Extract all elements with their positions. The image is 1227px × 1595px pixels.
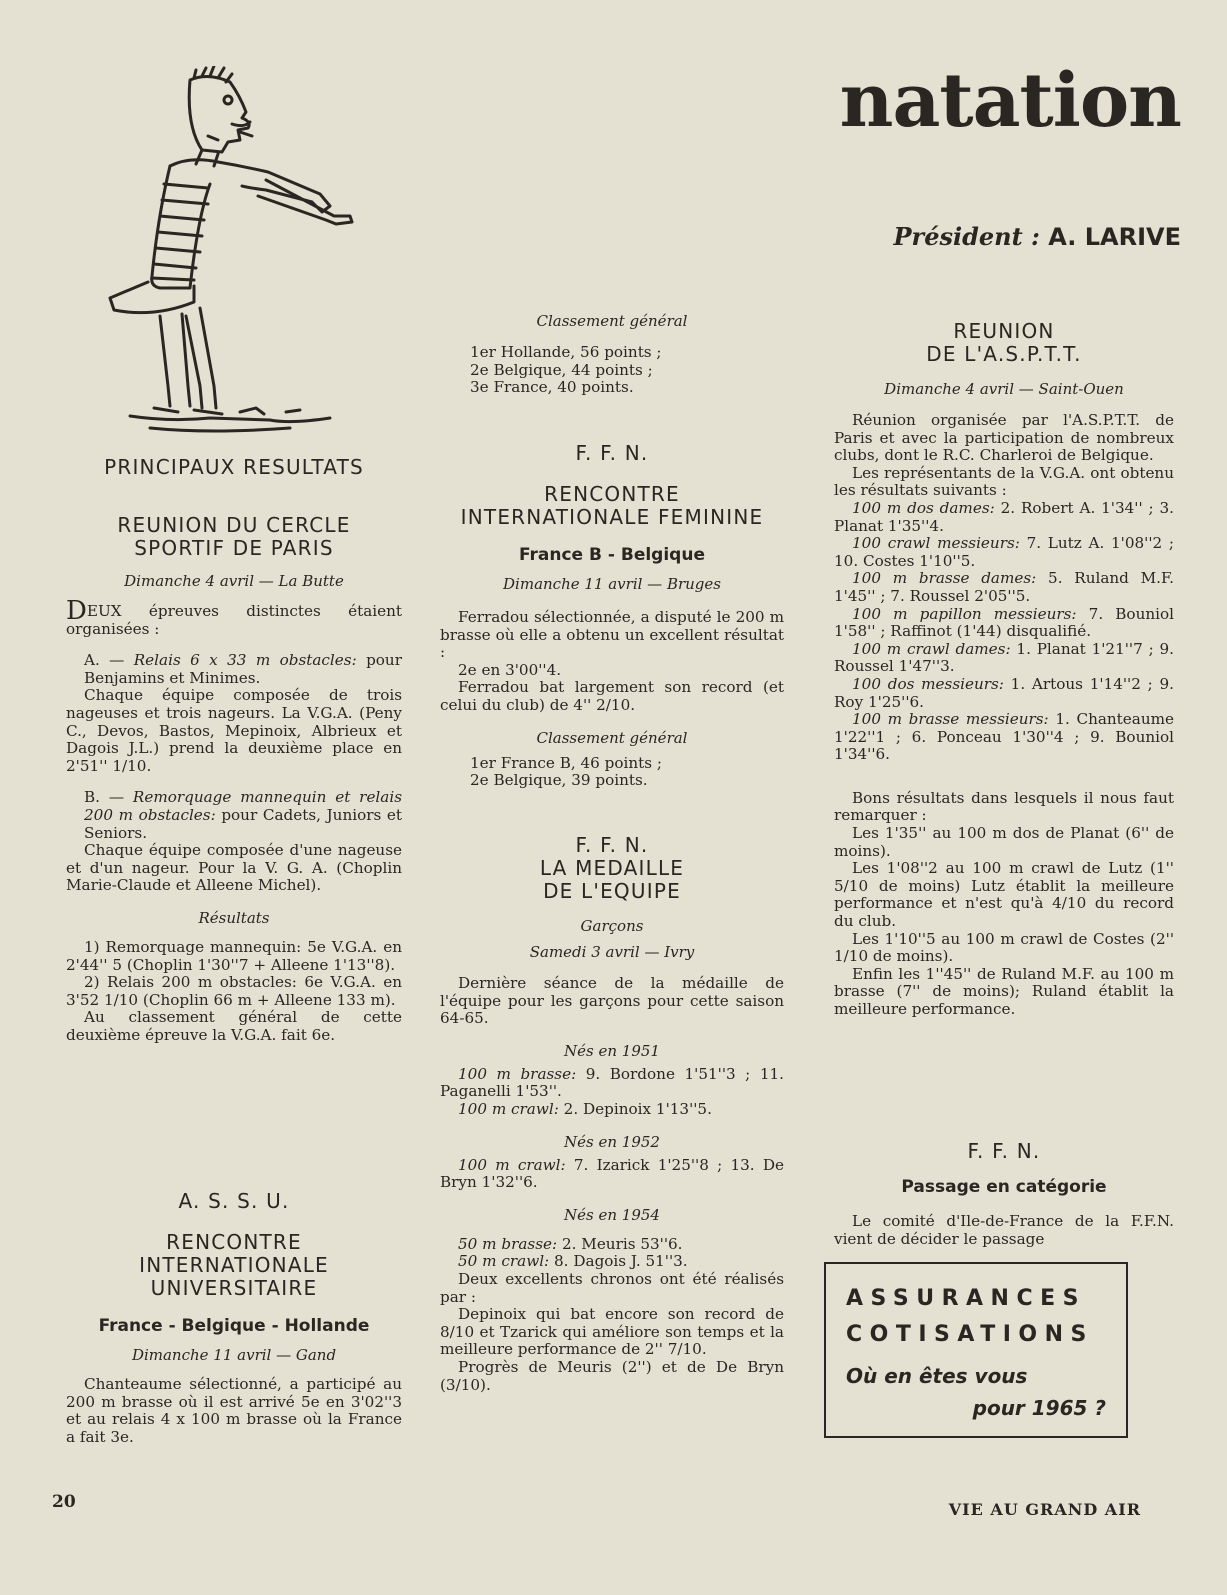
paragraph: Les 1'08''2 au 100 m crawl de Lutz (1'' 5/10 de moins) Lutz établit la meilleure performance et n'est qu'à 4/10 du record du club. [834,859,1174,931]
classement-label: Classement général [536,312,688,330]
category: Garçons [580,917,644,935]
advert-line-4: pour 1965 ? [972,1396,1106,1420]
classement-list [440,344,784,397]
list-item: 1er Hollande, 56 points ; [470,343,662,361]
article-title-line: UNIVERSITAIRE [150,1276,318,1300]
swimmer-illustration [90,66,360,436]
text: 7. Lutz A. 1'08''2 ; 10. Costes 1'10''5. [834,534,1174,570]
event-name: 100 m dos dames: [852,498,995,517]
birth-year-label: Nés en 1954 [564,1205,660,1224]
president-name: A. LARIVE [1048,223,1181,251]
birth-year-label: Nés en 1952 [564,1132,660,1151]
paragraph: Progrès de Meuris (2'') et de De Bryn (3/10). [440,1357,784,1394]
article-date: Dimanche 11 avril — Gand [131,1346,337,1364]
article-title-line: SPORTIF DE PARIS [134,536,334,560]
paragraph: Les 1'10''5 au 100 m crawl de Costes (2'' 1/10 de moins). [834,929,1174,966]
article-title-line: RENCONTRE [544,482,680,506]
text: 7. Izarick 1'25''8 ; 13. De Bryn 1'32''6. [440,1155,784,1192]
article-assu [66,1190,402,1446]
event-name: 100 m brasse messieurs: [852,710,1049,729]
article-asptt [834,320,1174,1019]
advert-line-3: Où en êtes vous [846,1364,1028,1388]
paragraph: Ferradou bat largement son record (et celui du club) de 4'' 2/10. [440,678,784,714]
paragraph: Réunion organisée par l'A.S.P.T.T. de Paris et avec la participation de nombreux clubs, dont le R.C. Charleroi de Belgique. [834,411,1174,465]
paragraph: Dernière séance de la médaille de l'équipe pour les garçons pour cette saison 64-65. [440,974,784,1028]
result-line [834,606,1174,641]
birth-year-label: Nés en 1951 [564,1041,660,1060]
text: pour Benjamins et Minimes. [84,651,402,687]
magazine-name: VIE AU GRAND AIR [948,1500,1141,1519]
paragraph: Depinoix qui bat encore son record de 8/10 et Tzarick qui améliore son temps et la meilleure performance de 2'' 7/10. [440,1305,784,1359]
event-name: 100 m crawl: [458,1099,559,1118]
article-title-line: DE L'A.S.P.T.T. [926,342,1082,366]
article-title-line: REUNION [953,319,1055,343]
event-name: Relais 6 x 33 m obstacles: [133,651,357,670]
result-line [440,1101,784,1119]
text: 1. Planat 1'21''7 ; 9. Roussel 1'47''3. [834,639,1174,676]
article-title-line: DE L'EQUIPE [543,879,681,903]
result-line: 1) Remorquage mannequin: 5e V.G.A. en 2'44'' 5 (Choplin 1'30''7 + Alleene 1'13''8). [66,937,402,974]
article-date: Dimanche 4 avril — Saint-Ouen [884,380,1124,398]
result-line [834,711,1174,764]
article-date: Dimanche 11 avril — Bruges [503,575,721,593]
classement-list [440,755,784,790]
text: 8. Dagois J. 51''3. [549,1252,688,1271]
article-title-line: REUNION DU CERCLE [117,513,351,537]
text: 2. Depinoix 1'13''5. [558,1099,712,1118]
organization: F. F. N. [967,1139,1041,1163]
list-item: 3e France, 40 points. [470,378,634,397]
result-line [440,1066,784,1101]
president-line [894,222,1182,251]
paragraph: Bons résultats dans lesquels il nous faut remarquer : [834,788,1174,825]
article-subtitle: Passage en catégorie [901,1177,1107,1197]
article-feminine [440,442,784,790]
event-name: 100 m crawl: [458,1155,566,1174]
event-name: 100 m crawl dames: [852,639,1011,658]
result-line: 2) Relais 200 m obstacles: 6e V.G.A. en 3'52 1/10 (Choplin 66 m + Alleene 133 m). [66,973,402,1009]
list-item: 1er France B, 46 points ; [470,753,663,772]
article-cercle-sportif [66,514,402,1044]
text: 2. Robert A. 1'34'' ; 3. Planat 1'35''4. [834,498,1174,535]
text: 2. Meuris 53''6. [557,1234,683,1253]
result-line [834,535,1174,570]
section-heading: PRINCIPAUX RESULTATS [104,455,364,479]
result-line [834,570,1174,605]
drop-cap: D [66,596,87,626]
item-label: A. — [84,651,134,670]
event-name: 100 m brasse: [458,1064,577,1083]
article-medaille [440,834,784,1394]
event-name: 100 dos messieurs: [852,674,1004,693]
classement-block [440,312,784,397]
organization: F. F. N. [575,441,649,465]
text: 7. Bouniol 1'58'' ; Raffinot (1'44) disqualifié. [834,604,1174,641]
list-item: 2e Belgique, 44 points ; [470,360,653,379]
paragraph: Chaque équipe composée d'une nageuse et d'un nageur. Pour la V. G. A. (Choplin Marie-Claude et Alleene Michel). [66,841,402,895]
results-label: Résultats [198,908,270,927]
article-title-line: RENCONTRE [166,1230,302,1254]
intro-text: EUX épreuves distinctes étaient organisées : [66,602,402,638]
results-heading-block [66,456,402,479]
result-line [440,1253,784,1271]
paragraph: Ferradou sélectionnée, a disputé le 200 m brasse où elle a obtenu un excellent résultat : [440,608,784,662]
result-line [834,676,1174,711]
event-name: 100 m brasse dames: [852,569,1037,588]
paragraph: Chanteaume sélectionné, a participé au 200 m brasse où il est arrivé 5e en 3'02''3 et au relais 4 x 100 m brasse où la France a fait 3e. [66,1375,402,1446]
article-title-line: LA MEDAILLE [539,856,685,880]
event-name: 50 m brasse: [458,1234,558,1253]
text: 1. Chanteaume 1'22''1 ; 6. Ponceau 1'30''4 ; 9. Bouniol 1'34''6. [834,710,1175,764]
page-number: 20 [52,1492,76,1512]
article-subtitle: France - Belgique - Hollande [98,1316,370,1336]
article-date: Dimanche 4 avril — La Butte [124,572,344,590]
result-line [440,1157,784,1192]
article-intro [66,596,402,638]
classement-label: Classement général [536,728,688,747]
paragraph [66,652,402,687]
list-item: 2e Belgique, 39 points. [470,771,648,790]
advert-line-2: COTISATIONS [846,1322,1094,1347]
president-label: Président : [893,222,1040,251]
organization: A. S. S. U. [178,1189,290,1213]
text: 1. Artous 1'14''2 ; 9. Roy 1'25''6. [834,674,1174,711]
article-date: Samedi 3 avril — Ivry [529,943,695,961]
paragraph: Enfin les 1''45'' de Ruland M.F. au 100 m brasse (7'' de moins); Ruland établit la meilleure performance. [834,964,1174,1018]
result-line [834,500,1174,535]
article-passage [834,1140,1174,1248]
event-name: 100 crawl messieurs: [852,534,1020,553]
article-subtitle: France B - Belgique [519,545,705,565]
paragraph: Deux excellents chronos ont été réalisés par : [440,1269,784,1306]
result-line: Au classement général de cette deuxième épreuve la V.G.A. fait 6e. [66,1008,402,1044]
insurance-advert-box [824,1262,1128,1438]
paragraph: Les 1'35'' au 100 m dos de Planat (6'' de moins). [834,824,1174,860]
paragraph: Les représentants de la V.G.A. ont obtenu les résultats suivants : [834,463,1174,500]
event-name: 100 m papillon messieurs: [852,604,1077,623]
organization: F. F. N. [575,833,649,857]
result-line [440,1236,784,1254]
article-title-line: INTERNATIONALE FEMININE [460,505,764,529]
advert-line-1: ASSURANCES [846,1286,1086,1311]
text: pour Cadets, Juniors et Seniors. [84,805,402,842]
event-name: Remorquage mannequin et relais 200 m obstacles: [84,788,402,824]
paragraph: Le comité d'Ile-de-France de la F.F.N. vient de décider le passage [834,1212,1174,1248]
page-title: natation [839,58,1181,144]
text: 9. Bordone 1'51''3 ; 11. Paganelli 1'53''. [440,1064,784,1101]
item-label: B. — [84,788,133,807]
event-name: 50 m crawl: [458,1252,550,1271]
paragraph: Chaque équipe composée de trois nageuses et trois nageurs. La V.G.A. (Peny C., Devos, Bastos, Mepinoix, Albrieux et Dagois J.L.) prend la deuxième place en 2'51'' 1/10. [66,686,402,775]
paragraph: 2e en 3'00''4. [458,660,562,679]
paragraph [66,789,402,842]
text: 5. Ruland M.F. 1'45'' ; 7. Roussel 2'05''5. [834,569,1175,605]
article-title-line: INTERNATIONALE [139,1253,329,1277]
result-line [834,641,1174,676]
